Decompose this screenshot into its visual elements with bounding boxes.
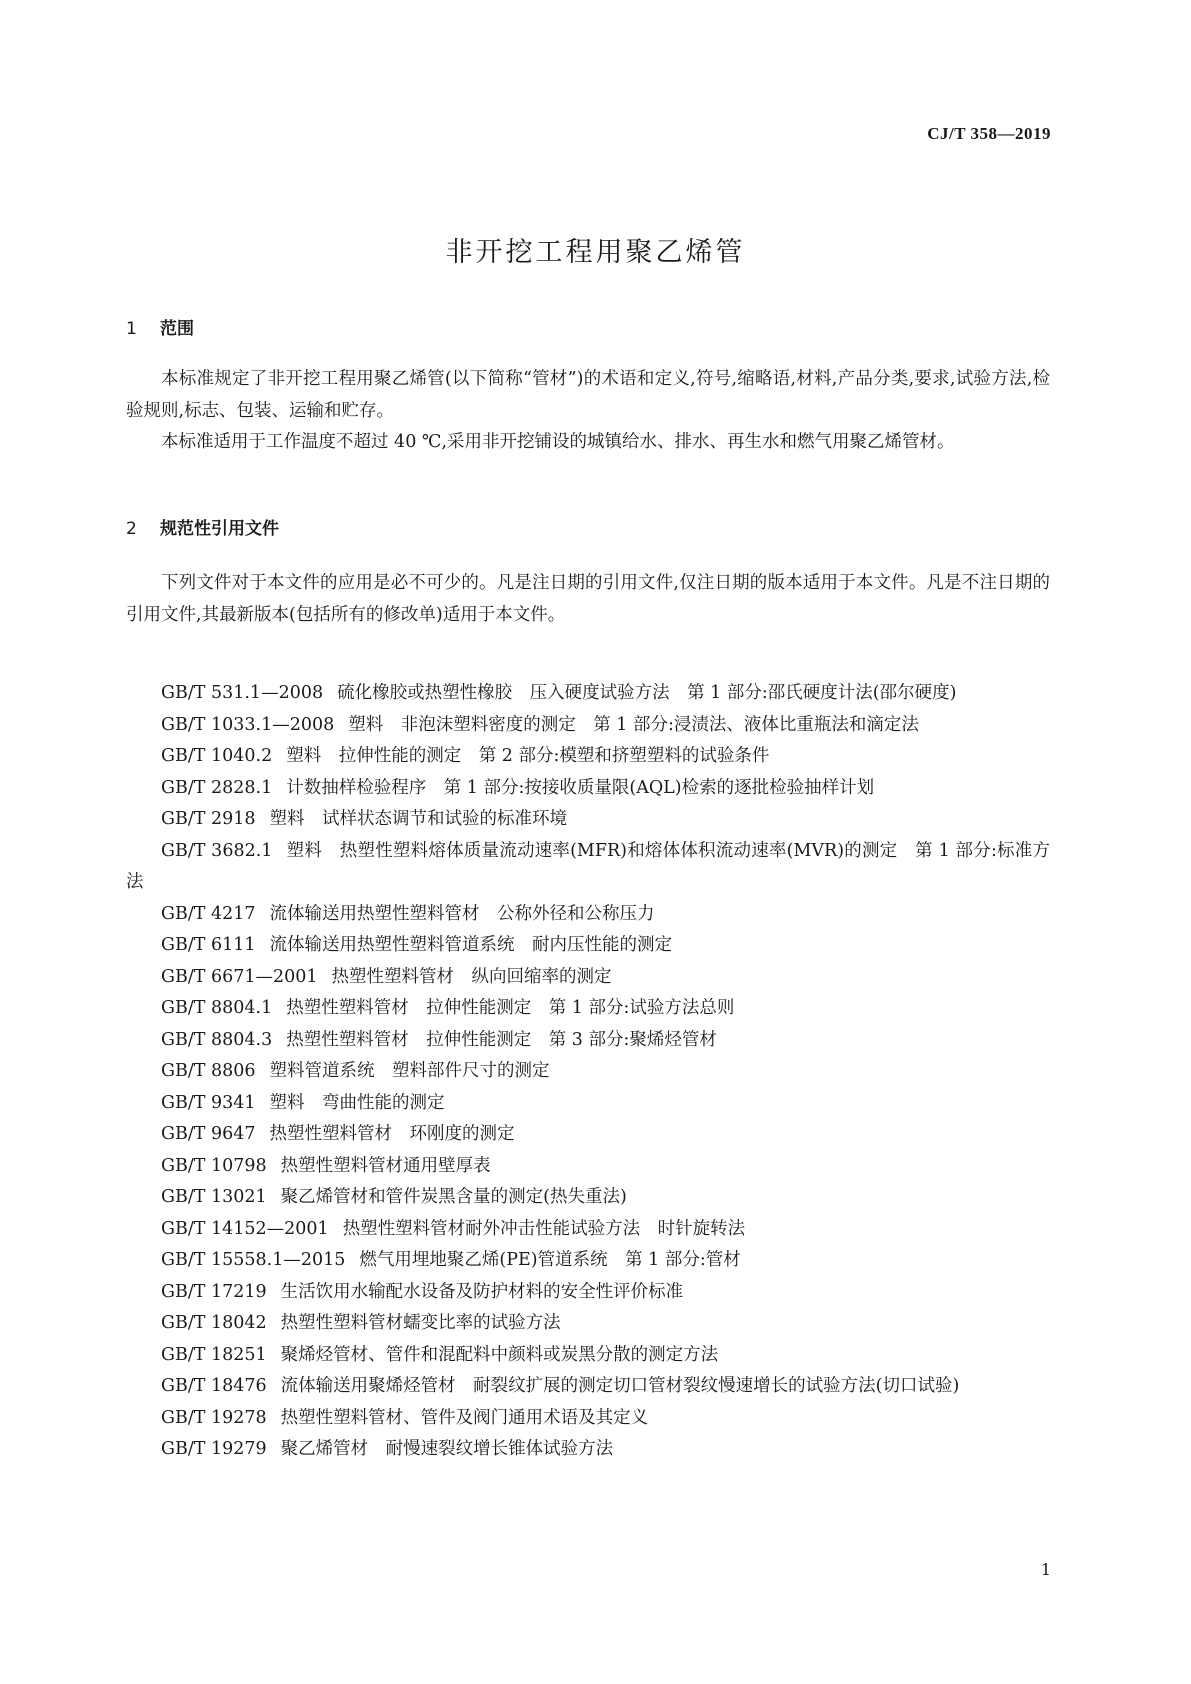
reference-title: 计数抽样检验程序 第 1 部分:按接收质量限(AQL)检索的逐批检验抽样计划: [286, 777, 875, 798]
reference-title: 塑料 试样状态调节和试验的标准环境: [269, 809, 568, 829]
reference-title: 塑料 非泡沫塑料密度的测定 第 1 部分:浸渍法、液体比重瓶法和滴定法: [348, 714, 919, 735]
reference-code: GB/T 1033.1—2008: [161, 714, 335, 735]
reference-title: 生活饮用水输配水设备及防护材料的安全性评价标准: [280, 1281, 684, 1302]
reference-title: 热塑性塑料管材 拉伸性能测定 第 3 部分:聚烯烃管材: [286, 1029, 717, 1050]
reference-code: GB/T 18476: [161, 1376, 267, 1396]
reference-code: GB/T 13021: [161, 1187, 267, 1207]
reference-item: [126, 1182, 1050, 1214]
reference-item: [126, 1151, 1050, 1183]
reference-code: GB/T 18042: [161, 1313, 267, 1333]
reference-item: [126, 899, 1050, 931]
reference-code: GB/T 10798: [161, 1155, 267, 1176]
reference-item: [126, 1056, 1050, 1088]
reference-item: [126, 1119, 1050, 1151]
section-number: 2: [126, 519, 137, 539]
reference-item: [126, 836, 1050, 899]
reference-code: GB/T 9647: [161, 1124, 256, 1144]
reference-item: [126, 1214, 1050, 1246]
reference-code: GB/T 17219: [161, 1281, 267, 1302]
section-heading-scope: [126, 314, 194, 339]
reference-title: 聚乙烯管材 耐慢速裂纹增长锥体试验方法: [280, 1439, 614, 1459]
reference-title: 硫化橡胶或热塑性橡胶 压入硬度试验方法 第 1 部分:邵氏硬度计法(邵尔硬度): [337, 683, 957, 703]
document-title: 非开挖工程用聚乙烯管: [445, 237, 746, 268]
reference-code: GB/T 2918: [161, 809, 256, 829]
scope-paragraph-1: 本标准规定了非开挖工程用聚乙烯管(以下简称“管材”)的术语和定义,符号,缩略语,材料,产品分类,要求,试验方法,检验规则,标志、包装、运输和贮存。: [126, 369, 1050, 421]
scope-paragraph-2: 本标准适用于工作温度不超过 40 ℃,采用非开挖铺设的城镇给水、排水、再生水和燃气用聚乙烯管材。: [161, 432, 955, 452]
reference-code: GB/T 19279: [161, 1439, 267, 1459]
reference-title: 塑料 弯曲性能的测定: [269, 1092, 445, 1113]
reference-code: GB/T 9341: [161, 1092, 256, 1113]
reference-item: [126, 678, 1050, 710]
reference-code: GB/T 19278: [161, 1407, 267, 1428]
standard-code: CJ/T 358—2019: [927, 124, 1051, 143]
reference-code: GB/T 4217: [161, 903, 256, 924]
reference-item: [126, 1088, 1050, 1120]
reference-item: [126, 993, 1050, 1025]
references-intro-paragraph: 下列文件对于本文件的应用是必不可少的。凡是注日期的引用文件,仅注日期的版本适用于本文件。凡是不注日期的引用文件,其最新版本(包括所有的修改单)适用于本文件。: [126, 573, 1050, 625]
reference-code: GB/T 1040.2: [161, 746, 273, 766]
section-number: 1: [126, 319, 137, 339]
reference-title: 流体输送用聚烯烃管材 耐裂纹扩展的测定切口管材裂纹慢速增长的试验方法(切口试验): [280, 1376, 960, 1396]
reference-code: GB/T 8804.1: [161, 998, 273, 1018]
reference-code: GB/T 531.1—2008: [161, 683, 324, 703]
reference-code: GB/T 2828.1: [161, 777, 273, 798]
page-number: 1: [1040, 1560, 1051, 1579]
section-heading-normative-references: [126, 514, 279, 539]
reference-code: GB/T 3682.1: [161, 840, 273, 861]
reference-title: 热塑性塑料管材、管件及阀门通用术语及其定义: [280, 1407, 649, 1428]
section-title: 范围: [160, 319, 194, 339]
reference-item: [126, 773, 1050, 805]
reference-code: GB/T 8804.3: [161, 1029, 273, 1050]
reference-item: [126, 1434, 1050, 1466]
reference-item: [126, 1403, 1050, 1435]
reference-item: [126, 710, 1050, 742]
reference-list: [126, 678, 1050, 1466]
reference-title: 热塑性塑料管材 纵向回缩率的测定: [331, 966, 612, 987]
reference-title: 塑料管道系统 塑料部件尺寸的测定: [269, 1061, 550, 1081]
reference-title: 塑料 拉伸性能的测定 第 2 部分:模塑和挤塑塑料的试验条件: [286, 746, 770, 766]
reference-item: [126, 962, 1050, 994]
reference-code: GB/T 15558.1—2015: [161, 1250, 346, 1270]
reference-code: GB/T 6671—2001: [161, 966, 318, 987]
reference-code: GB/T 14152—2001: [161, 1218, 329, 1239]
reference-title: 热塑性塑料管材耐外冲击性能试验方法 时针旋转法: [342, 1218, 746, 1239]
reference-item: [126, 1308, 1050, 1340]
reference-item: [126, 804, 1050, 836]
reference-title: 热塑性塑料管材 环刚度的测定: [269, 1124, 515, 1144]
reference-title: 流体输送用热塑性塑料管道系统 耐内压性能的测定: [269, 935, 673, 955]
reference-title: 热塑性塑料管材 拉伸性能测定 第 1 部分:试验方法总则: [286, 998, 735, 1018]
section-title: 规范性引用文件: [160, 519, 279, 539]
reference-item: [126, 1025, 1050, 1057]
reference-item: [126, 1340, 1050, 1372]
reference-title: 燃气用埋地聚乙烯(PE)管道系统 第 1 部分:管材: [359, 1250, 741, 1270]
reference-title: 塑料 热塑性塑料熔体质量流动速率(MFR)和熔体体积流动速率(MVR)的测定 第 1 部分:标准方法: [126, 840, 1050, 892]
reference-item: [126, 741, 1050, 773]
reference-code: GB/T 6111: [161, 935, 256, 955]
reference-title: 热塑性塑料管材蠕变比率的试验方法: [280, 1313, 561, 1333]
reference-code: GB/T 18251: [161, 1344, 267, 1365]
reference-item: [126, 1277, 1050, 1309]
reference-title: 热塑性塑料管材通用壁厚表: [280, 1155, 491, 1176]
reference-item: [126, 1371, 1050, 1403]
reference-title: 聚烯烃管材、管件和混配料中颜料或炭黑分散的测定方法: [280, 1344, 719, 1365]
reference-code: GB/T 8806: [161, 1061, 256, 1081]
reference-title: 流体输送用热塑性塑料管材 公称外径和公称压力: [269, 903, 655, 924]
reference-title: 聚乙烯管材和管件炭黑含量的测定(热失重法): [280, 1187, 627, 1207]
reference-item: [126, 1245, 1050, 1277]
reference-item: [126, 930, 1050, 962]
